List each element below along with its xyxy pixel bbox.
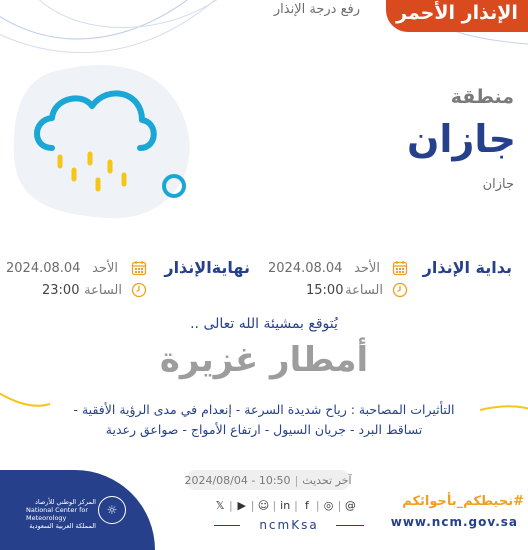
forecast-effects — [70, 400, 458, 440]
effects-line-1: التأثيرات المصاحبة : رياح شديدة السرعة - إنعدام في مدى الرؤية الأفقية - — [73, 402, 455, 417]
alert-start-day: الأحد — [354, 261, 380, 276]
alert-end-date: 2024.08.04 — [6, 261, 81, 276]
snapchat-icon[interactable]: ☺ — [257, 499, 270, 512]
forecast-expectation: يُتوقع بمشيئة الله تعالى .. — [190, 316, 338, 332]
alert-start-date: 2024.08.04 — [268, 261, 343, 276]
forecast-headline: أمطار غزيرة — [159, 340, 369, 380]
org-country: المملكة العربية السعودية — [29, 522, 96, 530]
effects-line-2: تساقط البرد - جريان السيول - ارتفاع الأمواج - صواعق رعدية — [105, 422, 423, 437]
ncm-logo-text — [26, 498, 96, 530]
alert-level-label: الإنذار الأحمر — [396, 2, 518, 24]
facebook-icon[interactable]: f — [304, 499, 309, 512]
website-link[interactable]: www.ncm.gov.sa — [390, 515, 518, 529]
threads-icon[interactable]: @ — [344, 499, 356, 512]
alert-start-time: 15:00 — [306, 283, 344, 298]
last-update-pill: آخر تحديث | 2024/08/04 - 10:50 — [186, 470, 350, 490]
clock-icon — [392, 282, 408, 298]
region-name: جازان — [407, 117, 516, 161]
social-icons: 𝕏 | ▶ | ☺ | in | f | ◎ | @ — [215, 499, 356, 512]
social-handle[interactable]: ncmKsa — [259, 518, 319, 532]
youtube-icon[interactable]: ▶ — [237, 499, 246, 512]
last-update-label: آخر تحديث — [302, 473, 352, 487]
org-name-ar: المركز الوطني للأرصاد — [34, 498, 96, 506]
red-alert-badge — [386, 0, 528, 32]
alert-end-time: 23:00 — [42, 283, 80, 298]
calendar-icon — [392, 260, 408, 276]
x-icon[interactable]: 𝕏 — [215, 499, 225, 512]
last-update-value: 2024/08/04 - 10:50 — [184, 473, 291, 487]
alert-start-title: بداية الإنذار — [422, 258, 512, 277]
raise-level-label: رفع درجة الإنذار — [273, 2, 360, 17]
calendar-icon — [131, 260, 147, 276]
linkedin-icon[interactable]: in — [280, 499, 291, 512]
subregion-name: جازان — [482, 177, 514, 192]
clock-icon — [131, 282, 147, 298]
alert-end-title: نهايةالإنذار — [164, 258, 250, 277]
region-label: منطقة — [450, 86, 514, 108]
alert-start-hour-label: الساعة — [345, 283, 383, 298]
instagram-icon[interactable]: ◎ — [323, 499, 334, 512]
ncm-emblem-icon: ☼ — [98, 496, 126, 524]
org-name-en: National Center for Meteorology — [26, 506, 89, 522]
weather-illustration — [12, 62, 194, 226]
alert-end-hour-label: الساعة — [84, 283, 122, 298]
hashtag[interactable]: #نحيطكم_بأجوائكم — [402, 494, 524, 509]
alert-end-day: الأحد — [92, 261, 118, 276]
